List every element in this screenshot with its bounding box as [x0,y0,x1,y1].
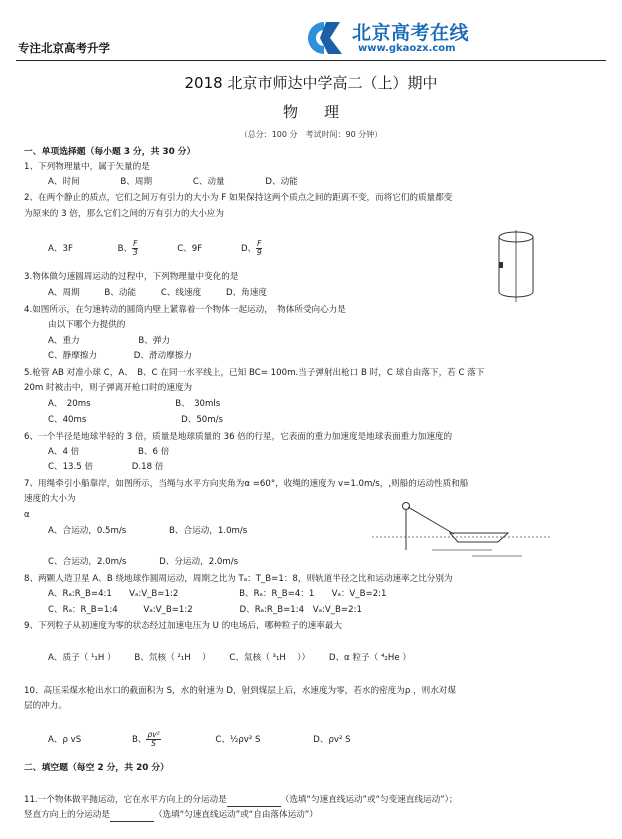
q8-stem: 8、两颗人造卫星 A、B 绕地球作圆周运动，周期之比为 Tₐ：T_B=1：8，则轨道半径之比和运动速率之比分别为 [24,574,453,584]
q6-option-a: A、4 倍 [48,447,80,457]
q6-option-c: C、13.5 倍 [48,462,94,472]
logo-title: 北京高考在线 [352,22,470,44]
q7-options-row1 [48,526,247,537]
q4-options-row2 [48,351,192,362]
q3-options [48,288,267,299]
q11-line1-text: 11.一个物体做平抛运动，它在水平方向上的分运动是 [24,795,227,805]
q4-stem-line2: 由以下哪个力提供的 [48,320,126,330]
q10-options [48,731,351,748]
boat-rope-figure [372,500,550,560]
q6-options-row1 [48,447,169,458]
q7-option-c: C、合运动，2.0m/s [48,557,127,567]
gk-logo-icon [300,18,350,58]
q2-option-a: A、3F [48,244,73,254]
q7-option-b: B、合运动，1.0m/s [169,526,248,536]
q3-option-a: A、周期 [48,288,80,298]
q11-line1 [24,795,458,807]
q11-line2 [24,810,318,822]
q7-options-row2 [48,557,238,568]
q8-option-d: D、Rₐ:R_B=1:4 Vₐ:V_B=2:1 [239,605,362,615]
q1-option-a: A、时间 [48,177,80,187]
logo-url: www.gkaozx.com [358,43,456,54]
q5-option-b: B、 30mls [175,399,221,409]
q2-option-c: C、9F [177,244,203,254]
q5-option-c: C、40ms [48,415,87,425]
q6-options-row2 [48,462,163,473]
q10-option-d: D、ρv² S [313,735,351,745]
q7-option-a: A、合运动，0.5m/s [48,526,127,536]
q5-option-a: A、 20ms [48,399,91,409]
q4-option-b: B、弹力 [138,336,171,346]
q1-stem: 1、下列物理量中，属于矢量的是 [24,162,150,172]
q6-stem: 6、一个半径是地球半轻的 3 倍，质量是地球质量的 36 倍的行星，它表面的重力加速度是地球表面重力加速度的 [24,432,453,442]
q2-option-d-fraction: $\frac{F}{9}$ [256,239,262,257]
q5-stem-line2: 20m 时被击中，则子弹离开枪口时的速度为 [24,383,193,393]
q2-option-d: D、 [240,244,257,254]
q2-option-b: B、 [117,244,133,254]
exam-title: 2018 北京市师达中学高二（上）期中 [184,74,438,92]
q7-stem-line2: 速度的大小为 [24,494,76,504]
q11-line2-hint: （选填“匀速直线运动”或“自由落体运动”） [153,810,318,820]
header-tagline: 专注北京高考升学 [18,41,110,55]
q10-option-a: A、ρ vS [48,735,82,745]
q11-line1-hint: （选填“匀速直线运动”或“匀变速直线运动”）； [280,795,458,805]
q10-option-b-fraction: $\frac{\text{ρv²}}{S}$ [147,730,160,748]
q10-option-c: C、½ρv² S [215,735,261,745]
q3-option-b: B、动能 [104,288,137,298]
q5-stem-line1: 5.枪管 AB 对准小球 C，A、 B、C 在同一水平线上，已知 BC= 100m.当子弹射出枪口 B 时，C 球自由落下，若 C 落下 [24,368,485,378]
q11-blank-2[interactable] [110,810,154,822]
q2-option-b-fraction: $\frac{F}{3}$ [132,239,138,257]
q4-option-a: A、重力 [48,336,80,346]
q5-options-row2 [48,415,223,426]
q8-option-c: C、Rₐ：R_B=1:4 Vₐ:V_B=1:2 [48,605,193,615]
q1-option-c: C、动量 [192,177,225,187]
q9-option-b: B、氘核（ ²₁H ） [134,653,211,663]
q1-option-d: D、动能 [265,177,298,187]
q4-option-d: D、滑动摩擦力 [133,351,192,361]
section1-heading: 一、单项选择题（每小题 3 分，共 30 分） [24,147,196,157]
q8-option-b: B、Rₐ：R_B=4：1 Vₐ：V_B=2:1 [239,589,387,599]
q10-stem-line2: 层的冲力。 [24,701,67,711]
q5-option-d: D、50m/s [181,415,224,425]
q11-line2-text: 竖直方向上的分运动是 [24,810,110,820]
q2-stem-line1: 2、在两个静止的质点，它们之间万有引力的大小为 F 如果保持这两个质点之间的距离不变，而将它们的质量都变 [24,193,453,203]
q2-options [48,240,262,257]
q1-options [48,177,298,188]
q4-stem-line1: 4.如图所示，在匀速转动的圆筒内壁上紧靠着一个物体一起运动， 物体所受向心力是 [24,305,346,315]
q8-options-row2 [48,605,362,616]
q9-options [48,653,411,664]
q4-option-c: C、静摩擦力 [48,351,97,361]
q7-alpha-label: α [24,510,30,520]
q9-stem: 9、下列粒子从初速度为零的状态经过加速电压为 U 的电场后，哪种粒子的速率最大 [24,621,343,631]
q7-option-d: D、分运动，2.0m/s [159,557,239,567]
q8-options-row1 [48,589,387,600]
q7-stem-line1: 7、用绳牵引小船靠岸，如图所示，当绳与水平方向夹角为α =60°，收绳的速度为 v=1.0m/s，,则船的运动性质和船 [24,479,469,489]
header-divider [16,60,606,61]
q3-option-d: D、角速度 [225,288,267,298]
q10-stem-line1: 10、高压采煤水枪出水口的截面积为 S，水的射速为 D，射到煤层上后，水速度为零，若水的密度为ρ ，则水对煤 [24,686,456,696]
rotating-cylinder-figure [493,228,539,304]
q1-option-b: B、周期 [120,177,153,187]
q5-options-row1 [48,399,220,410]
exam-meta: （总分：100 分 考试时间：90 分钟） [239,130,383,139]
q9-option-a: A、质子（ ¹₁H ） [48,653,116,663]
q10-option-b: B、 [131,735,147,745]
site-logo[interactable] [300,18,500,58]
q11-blank-1[interactable] [227,795,281,807]
q3-stem: 3.物体做匀速圆周运动的过程中，下列物理量中变化的是 [24,272,239,282]
q3-option-c: C、线速度 [160,288,202,298]
exam-subject: 物理 [282,103,365,121]
q6-option-d: D.18 倍 [131,462,164,472]
q2-stem-line2: 为原来的 3 倍，那么它们之间的万有引力的大小应为 [24,209,224,219]
section2-heading: 二、填空题（每空 2 分，共 20 分） [24,763,169,773]
q9-option-c: C、氚核（ ³₁H ）） [229,653,311,663]
q6-option-b: B、6 倍 [138,447,170,457]
q4-options-row1 [48,336,170,347]
q9-option-d: D、α 粒子（ ⁴₂He ） [328,653,411,663]
q8-option-a: A、Rₐ:R_B=4:1 Vₐ:V_B=1:2 [48,589,179,599]
